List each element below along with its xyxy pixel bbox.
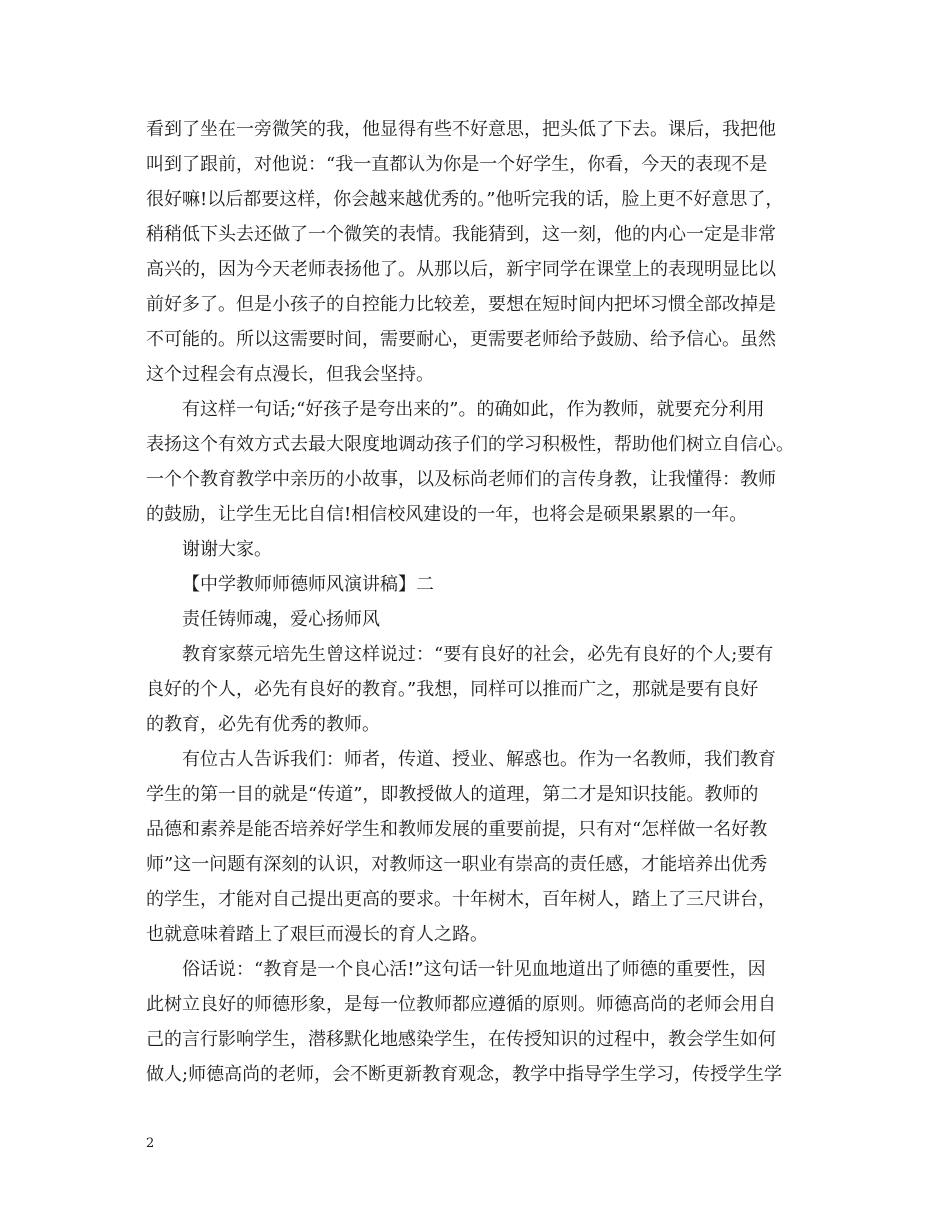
text-line: 很好嘛!以后都要这样，你会越来越优秀的。”他听完我的话，脸上更不好意思了， — [146, 189, 784, 210]
text-line: 表扬这个有效方式去最大限度地调动孩子们的学习积极性，帮助他们树立自信心。 — [146, 434, 794, 455]
text-line: 前好多了。但是小孩子的自控能力比较差，要想在短时间内把坏习惯全部改掉是 — [146, 294, 776, 315]
text-line: 的学生，才能对自己提出更高的要求。十年树木，百年树人，踏上了三尺讲台， — [146, 889, 776, 910]
text-line: 的教育，必先有优秀的教师。 — [146, 714, 380, 735]
text-line: 有这样一句话;“好孩子是夸出来的”。的确如此，作为教师，就要充分利用 — [182, 399, 765, 420]
page-number: 2 — [146, 1136, 155, 1151]
text-line: 俗话说：“教育是一个良心活!”这句话一针见血地道出了师德的重要性，因 — [182, 959, 766, 980]
text-line: 学生的第一目的就是“传道”，即教授做人的道理，第二才是知识技能。教师的 — [146, 784, 759, 805]
text-line: 这个过程会有点漫长，但我会坚持。 — [146, 364, 434, 385]
document-body — [146, 112, 826, 1092]
text-line: 谢谢大家。 — [182, 539, 272, 560]
text-line: 【中学教师师德师风演讲稿】二 — [182, 574, 434, 595]
text-line: 叫到了跟前，对他说：“我一直都认为你是一个好学生，你看，今天的表现不是 — [146, 154, 768, 175]
text-line: 看到了坐在一旁微笑的我，他显得有些不好意思，把头低了下去。课后，我把他 — [146, 119, 776, 140]
text-line: 师”这一问题有深刻的认识，对教师这一职业有崇高的责任感，才能培养出优秀 — [146, 854, 768, 875]
text-line: 做人;师德高尚的老师，会不断更新教育观念，教学中指导学生学习，传授学生学 — [146, 1064, 783, 1085]
text-line: 己的言行影响学生，潜移默化地感染学生，在传授知识的过程中，教会学生如何 — [146, 1029, 776, 1050]
text-line: 不可能的。所以这需要时间，需要耐心，更需要老师给予鼓励、给予信心。虽然 — [146, 329, 776, 350]
text-line: 一个个教育教学中亲历的小故事，以及标尚老师们的言传身教，让我懂得：教师 — [146, 469, 776, 490]
text-line: 有位古人告诉我们：师者，传道、授业、解惑也。作为一名教师，我们教育 — [182, 749, 776, 770]
text-line: 此树立良好的师德形象，是每一位教师都应遵循的原则。师德高尚的老师会用自 — [146, 994, 776, 1015]
text-line: 品德和素养是能否培养好学生和教师发展的重要前提，只有对“怎样做一名好教 — [146, 819, 768, 840]
text-line: 高兴的，因为今天老师表扬他了。从那以后，新宇同学在课堂上的表现明显比以 — [146, 259, 776, 280]
text-line: 教育家蔡元培先生曾这样说过：“要有良好的社会，必先有良好的个人;要有 — [182, 644, 774, 665]
text-line: 良好的个人，必先有良好的教育。”我想，同样可以推而广之，那就是要有良好 — [146, 679, 759, 700]
text-line: 的鼓励，让学生无比自信!相信校风建设的一年，也将会是硕果累累的一年。 — [146, 504, 748, 525]
text-line: 责任铸师魂，爱心扬师风 — [182, 609, 380, 630]
text-line: 也就意味着踏上了艰巨而漫长的育人之路。 — [146, 924, 488, 945]
text-line: 稍稍低下头去还做了一个微笑的表情。我能猜到，这一刻，他的内心一定是非常 — [146, 224, 776, 245]
